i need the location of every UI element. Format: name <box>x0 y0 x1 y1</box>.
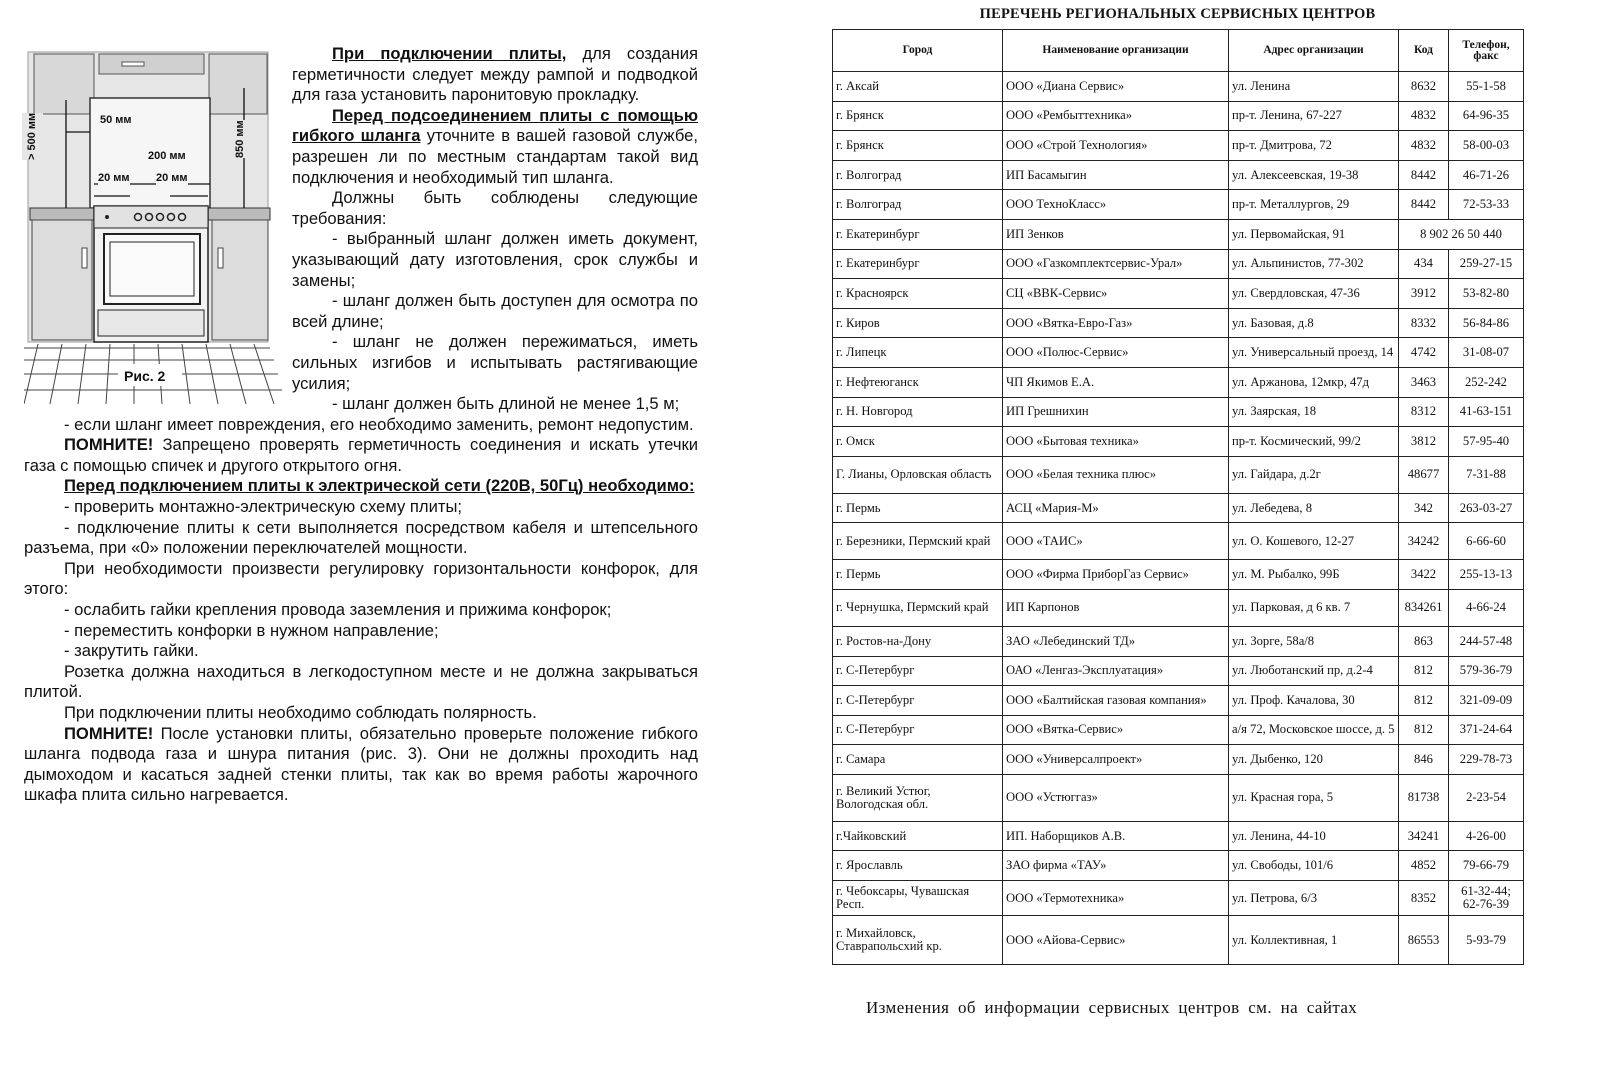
cell-org: ООО «Рембыттехника» <box>1003 101 1229 131</box>
cell-city: г. Волгоград <box>833 160 1003 190</box>
cell-code: 8632 <box>1399 72 1449 102</box>
cell-addr: ул. Лебедева, 8 <box>1229 493 1399 523</box>
table-header-row <box>833 30 1524 72</box>
para-electric-heading: Перед подключением плиты к электрической сети (220В, 50Гц) необходимо: <box>64 476 695 496</box>
cell-city: г. Великий Устюг, Вологодская обл. <box>833 774 1003 821</box>
cell-phone: 53-82-80 <box>1449 279 1524 309</box>
cell-city: г. Киров <box>833 308 1003 338</box>
cell-org: ИП Зенков <box>1003 219 1229 249</box>
cell-addr: ул. Универсальный проезд, 14 <box>1229 338 1399 368</box>
cell-phone: 56-84-86 <box>1449 308 1524 338</box>
table-row <box>833 338 1524 368</box>
cell-code: 863 <box>1399 626 1449 656</box>
cell-city: г. Волгоград <box>833 190 1003 220</box>
cell-city: г. Брянск <box>833 101 1003 131</box>
para-req-2: - шланг должен быть доступен для осмотра по всей длине; <box>292 291 698 331</box>
cell-addr: пр-т. Космический, 99/2 <box>1229 427 1399 457</box>
cell-phone: 8 902 26 50 440 <box>1399 219 1524 249</box>
cell-addr: ул. Дыбенко, 120 <box>1229 745 1399 775</box>
cell-city: Г. Лианы, Орловская область <box>833 456 1003 493</box>
cell-city: г. Омск <box>833 427 1003 457</box>
cell-phone: 55-1-58 <box>1449 72 1524 102</box>
cell-city: г. Екатеринбург <box>833 249 1003 279</box>
cell-code: 812 <box>1399 715 1449 745</box>
service-centers-table <box>832 29 1524 965</box>
cell-code: 86553 <box>1399 916 1449 965</box>
cell-org: ИП. Наборщиков А.В. <box>1003 821 1229 851</box>
cell-city: г. Нефтеюганск <box>833 367 1003 397</box>
cell-code: 34241 <box>1399 821 1449 851</box>
cell-code: 4742 <box>1399 338 1449 368</box>
cell-code: 846 <box>1399 745 1449 775</box>
cell-phone: 579-36-79 <box>1449 656 1524 686</box>
table-row <box>833 249 1524 279</box>
table-row <box>833 160 1524 190</box>
cell-addr: ул. Зорге, 58а/8 <box>1229 626 1399 656</box>
cell-code: 8332 <box>1399 308 1449 338</box>
cell-phone: 58-00-03 <box>1449 131 1524 161</box>
cell-code: 4832 <box>1399 101 1449 131</box>
cell-code: 8312 <box>1399 397 1449 427</box>
cell-addr: ул. Коллективная, 1 <box>1229 916 1399 965</box>
cell-org: ООО «Диана Сервис» <box>1003 72 1229 102</box>
cell-org: ООО «Вятка-Сервис» <box>1003 715 1229 745</box>
cell-addr: ул. Петрова, 6/3 <box>1229 881 1399 916</box>
cell-city: г. С-Петербург <box>833 686 1003 716</box>
cell-org: ИП Басамыгин <box>1003 160 1229 190</box>
cell-org: ООО «Газкомплектсервис-Урал» <box>1003 249 1229 279</box>
dim-850: 850 мм <box>230 120 251 158</box>
cell-org: ЧП Якимов Е.А. <box>1003 367 1229 397</box>
cell-org: ОАО «Ленгаз-Эксплуатация» <box>1003 656 1229 686</box>
cell-city: г. Красноярск <box>833 279 1003 309</box>
cell-addr: ул. Ленина, 44-10 <box>1229 821 1399 851</box>
stove-installation-figure <box>24 48 286 404</box>
cell-addr: ул. О. Кошевого, 12-27 <box>1229 523 1399 560</box>
cell-city: г. Пермь <box>833 493 1003 523</box>
para-warning-2: ПОМНИТЕ! После установки плиты, обязательно проверьте положение гибкого шланга подвода газа и шнура питания (рис. 3). Они не должны проходить над дымоходом и касаться задней стенки плиты, так как во время работы жарочного шкафа плита сильно нагревается. <box>24 723 698 805</box>
cell-addr: ул. Ленина <box>1229 72 1399 102</box>
table-row <box>833 560 1524 590</box>
table-row <box>833 626 1524 656</box>
cell-code: 3812 <box>1399 427 1449 457</box>
right-page <box>832 6 1523 965</box>
cell-phone: 321-09-09 <box>1449 686 1524 716</box>
para-elec-1: - проверить монтажно-электрическую схему плиты; <box>64 497 462 517</box>
cell-org: ЗАО «Лебединский ТД» <box>1003 626 1229 656</box>
table-row <box>833 774 1524 821</box>
cell-addr: пр-т. Ленина, 67-227 <box>1229 101 1399 131</box>
para-adjust-2: - переместить конфорки в нужном направление; <box>64 620 439 640</box>
cell-addr: ул. Люботанский пр, д.2-4 <box>1229 656 1399 686</box>
cell-org: ООО «Айова-Сервис» <box>1003 916 1229 965</box>
left-page <box>24 44 698 806</box>
para-req-4: - шланг должен быть длиной не менее 1,5 м; <box>332 394 680 414</box>
cell-phone: 371-24-64 <box>1449 715 1524 745</box>
table-row <box>833 851 1524 881</box>
cell-org: ИП Карпонов <box>1003 589 1229 626</box>
cell-phone: 41-63-151 <box>1449 397 1524 427</box>
cell-phone: 46-71-26 <box>1449 160 1524 190</box>
cell-code: 4852 <box>1399 851 1449 881</box>
cell-org: ООО «Фирма ПриборГаз Сервис» <box>1003 560 1229 590</box>
cell-city: г. Самара <box>833 745 1003 775</box>
cell-city: г.Чайковский <box>833 821 1003 851</box>
cell-phone: 263-03-27 <box>1449 493 1524 523</box>
cell-city: г. Липецк <box>833 338 1003 368</box>
cell-org: ООО «Универсалпроект» <box>1003 745 1229 775</box>
cell-phone: 4-66-24 <box>1449 589 1524 626</box>
para-req-5: - если шланг имеет повреждения, его необходимо заменить, ремонт недопустим. <box>64 414 694 434</box>
table-row <box>833 715 1524 745</box>
header-addr: Адрес организации <box>1229 30 1399 72</box>
table-row <box>833 916 1524 965</box>
header-city: Город <box>833 30 1003 72</box>
cell-addr: ул. Алексеевская, 19-38 <box>1229 160 1399 190</box>
figure-caption: Рис. 2 <box>124 368 166 384</box>
cell-addr: ул. Альпинистов, 77-302 <box>1229 249 1399 279</box>
table-row <box>833 308 1524 338</box>
cell-city: г. Ростов-на-Дону <box>833 626 1003 656</box>
cell-city: г. Аксай <box>833 72 1003 102</box>
cell-org: ООО ТехноКласс» <box>1003 190 1229 220</box>
table-row <box>833 456 1524 493</box>
table-row <box>833 493 1524 523</box>
cell-code: 8352 <box>1399 881 1449 916</box>
para-connection: При подключении плиты, для создания герметичности следует между рампой и подводкой для газа установить паронитовую прокладку. <box>292 44 698 105</box>
cell-org: ООО «ТАИС» <box>1003 523 1229 560</box>
cell-addr: ул. Заярская, 18 <box>1229 397 1399 427</box>
cell-code: 8442 <box>1399 190 1449 220</box>
cell-addr: ул. Базовая, д.8 <box>1229 308 1399 338</box>
cell-addr: ул. Проф. Качалова, 30 <box>1229 686 1399 716</box>
cell-addr: ул. Первомайская, 91 <box>1229 219 1399 249</box>
cell-city: г. Михайловск, Ставрапольсхий кр. <box>833 916 1003 965</box>
cell-phone: 4-26-00 <box>1449 821 1524 851</box>
cell-phone: 64-96-35 <box>1449 101 1524 131</box>
cell-code: 4832 <box>1399 131 1449 161</box>
table-row <box>833 656 1524 686</box>
cell-addr: ул. Парковая, д 6 кв. 7 <box>1229 589 1399 626</box>
cell-addr: пр-т. Дмитрова, 72 <box>1229 131 1399 161</box>
cell-phone: 31-08-07 <box>1449 338 1524 368</box>
para-polarity: При подключении плиты необходимо соблюдать полярность. <box>64 703 537 722</box>
para-hose: Перед подсоединением плиты с помощью гибкого шланга уточните в вашей газовой службе, разрешен ли по местным стандартам такой вид подключения и необходимый тип шланга. <box>292 105 698 187</box>
table-row <box>833 397 1524 427</box>
cell-code: 8442 <box>1399 160 1449 190</box>
cell-code: 812 <box>1399 686 1449 716</box>
cell-phone: 7-31-88 <box>1449 456 1524 493</box>
table-row <box>833 190 1524 220</box>
para-requirements: Должны быть соблюдены следующие требования: <box>292 188 698 228</box>
para-req-3: - шланг не должен пережиматься, иметь сильных изгибов и испытывать растягивающие усилия; <box>292 332 698 393</box>
cell-phone: 79-66-79 <box>1449 851 1524 881</box>
cell-code: 342 <box>1399 493 1449 523</box>
table-row <box>833 131 1524 161</box>
table-row <box>833 72 1524 102</box>
footer-note: Изменения об информации сервисных центров см. на сайтах <box>866 998 1358 1017</box>
cell-code: 834261 <box>1399 589 1449 626</box>
para-socket: Розетка должна находиться в легкодоступном месте и не должна закрываться плитой. <box>24 661 698 702</box>
cell-phone: 61-32-44; 62-76-39 <box>1449 881 1524 916</box>
cell-phone: 5-93-79 <box>1449 916 1524 965</box>
cell-city: г. Березники, Пермский край <box>833 523 1003 560</box>
cell-addr: ул. М. Рыбалко, 99Б <box>1229 560 1399 590</box>
cell-code: 48677 <box>1399 456 1449 493</box>
cell-addr: ул. Свободы, 101/6 <box>1229 851 1399 881</box>
cell-org: СЦ «ВВК-Сервис» <box>1003 279 1229 309</box>
cell-org: ООО «Бытовая техника» <box>1003 427 1229 457</box>
table-row <box>833 427 1524 457</box>
cell-addr: ул. Красная гора, 5 <box>1229 774 1399 821</box>
cell-org: ООО «Балтийская газовая компания» <box>1003 686 1229 716</box>
cell-city: г. Чернушка, Пермский край <box>833 589 1003 626</box>
cell-phone: 72-53-33 <box>1449 190 1524 220</box>
cell-org: АСЦ «Мария-М» <box>1003 493 1229 523</box>
cell-phone: 259-27-15 <box>1449 249 1524 279</box>
service-centers-title: ПЕРЕЧЕНЬ РЕГИОНАЛЬНЫХ СЕРВИСНЫХ ЦЕНТРОВ <box>979 6 1376 22</box>
cell-code: 434 <box>1399 249 1449 279</box>
cell-code: 3463 <box>1399 367 1449 397</box>
table-row <box>833 367 1524 397</box>
cell-city: г. Чебоксары, Чувашская Респ. <box>833 881 1003 916</box>
cell-city: г. Брянск <box>833 131 1003 161</box>
cell-addr: пр-т. Металлургов, 29 <box>1229 190 1399 220</box>
cell-phone: 229-78-73 <box>1449 745 1524 775</box>
cell-code: 3912 <box>1399 279 1449 309</box>
cell-addr: ул. Аржанова, 12мкр, 47д <box>1229 367 1399 397</box>
cell-code: 3422 <box>1399 560 1449 590</box>
cell-org: ООО «Устюггаз» <box>1003 774 1229 821</box>
cell-phone: 252-242 <box>1449 367 1524 397</box>
cell-org: ЗАО фирма «ТАУ» <box>1003 851 1229 881</box>
cell-addr: ул. Гайдара, д.2г <box>1229 456 1399 493</box>
table-row <box>833 101 1524 131</box>
cell-phone: 57-95-40 <box>1449 427 1524 457</box>
para-adjust-3: - закрутить гайки. <box>64 641 199 661</box>
table-row <box>833 219 1524 249</box>
dim-200: 200 мм <box>148 146 186 167</box>
table-row <box>833 523 1524 560</box>
cell-city: г. Ярославль <box>833 851 1003 881</box>
para-req-1: - выбранный шланг должен иметь документ, указывающий дату изготовления, срок службы и замены; <box>292 229 698 290</box>
cell-phone: 6-66-60 <box>1449 523 1524 560</box>
header-code: Код <box>1399 30 1449 72</box>
table-row <box>833 686 1524 716</box>
cell-code: 812 <box>1399 656 1449 686</box>
header-phone: Телефон, факс <box>1449 30 1524 72</box>
dim-50: 50 мм <box>100 114 132 126</box>
dim-20-right: 20 мм <box>156 168 188 189</box>
cell-city: г. С-Петербург <box>833 656 1003 686</box>
table-row <box>833 881 1524 916</box>
cell-city: г. Екатеринбург <box>833 219 1003 249</box>
dim-20-left: 20 мм <box>98 168 130 189</box>
para-warning-1: ПОМНИТЕ! Запрещено проверять герметичность соединения и искать утечки газа с помощью спичек и другого открытого огня. <box>24 435 698 475</box>
dim-500: > 500 мм <box>22 113 43 160</box>
cell-city: г. Пермь <box>833 560 1003 590</box>
cell-phone: 244-57-48 <box>1449 626 1524 656</box>
para-elec-2: - подключение плиты к сети выполняется посредством кабеля и штепсельного разъема, при «0» положении переключателей мощности. <box>24 517 698 558</box>
table-row <box>833 279 1524 309</box>
cell-org: ООО «Вятка-Евро-Газ» <box>1003 308 1229 338</box>
cell-phone: 255-13-13 <box>1449 560 1524 590</box>
cell-city: г. Н. Новгород <box>833 397 1003 427</box>
stove-diagram-icon <box>24 48 286 404</box>
cell-code: 34242 <box>1399 523 1449 560</box>
cell-city: г. С-Петербург <box>833 715 1003 745</box>
cell-org: ООО «Строй Технология» <box>1003 131 1229 161</box>
cell-org: ООО «Полюс-Сервис» <box>1003 338 1229 368</box>
para-adjust: При необходимости произвести регулировку горизонтальности конфорок, для этого: <box>24 558 698 599</box>
header-org: Наименование организации <box>1003 30 1229 72</box>
cell-phone: 2-23-54 <box>1449 774 1524 821</box>
cell-addr: а/я 72, Московское шоссе, д. 5 <box>1229 715 1399 745</box>
para-adjust-1: - ослабить гайки крепления провода заземления и прижима конфорок; <box>64 600 612 620</box>
cell-addr: ул. Свердловская, 47-36 <box>1229 279 1399 309</box>
cell-org: ООО «Термотехника» <box>1003 881 1229 916</box>
table-row <box>833 821 1524 851</box>
table-row <box>833 745 1524 775</box>
cell-code: 81738 <box>1399 774 1449 821</box>
cell-org: ИП Грешнихин <box>1003 397 1229 427</box>
cell-org: ООО «Белая техника плюс» <box>1003 456 1229 493</box>
table-row <box>833 589 1524 626</box>
